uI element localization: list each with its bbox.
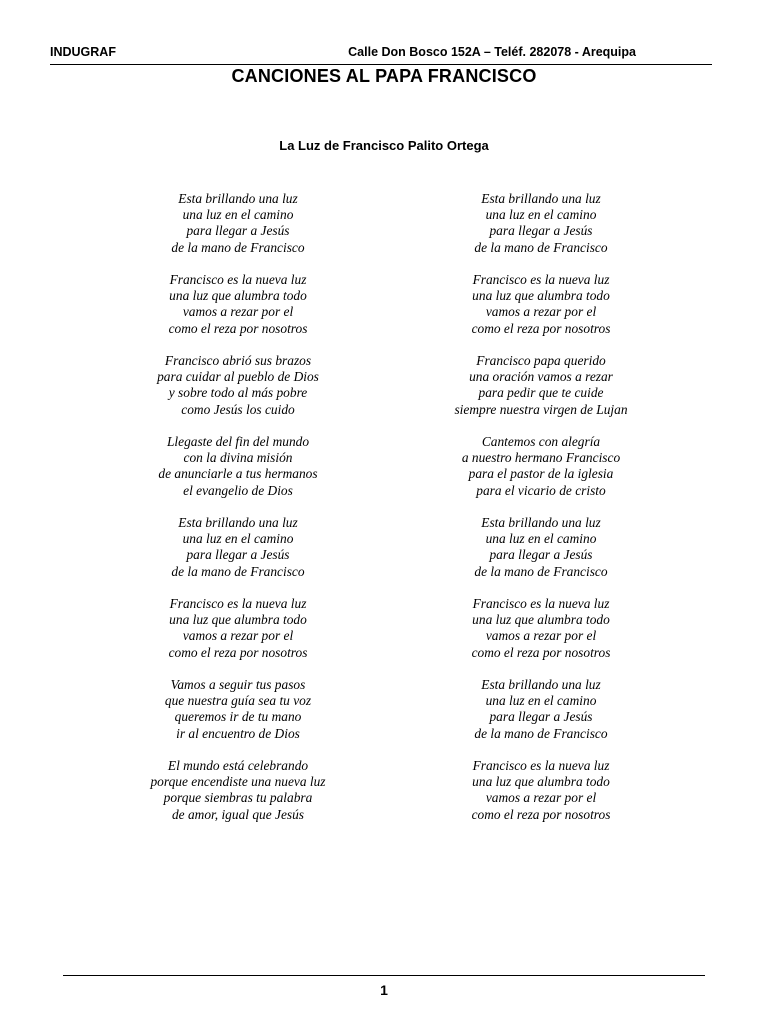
lyric-line: Francisco es la nueva luz xyxy=(472,757,610,773)
lyric-line: y sobre todo al más pobre xyxy=(168,385,308,401)
stanza xyxy=(93,596,383,661)
lyric-line: para el vicario de cristo xyxy=(476,482,606,498)
lyric-line: de la mano de Francisco xyxy=(474,725,608,741)
lyric-line: como el reza por nosotros xyxy=(168,644,308,660)
lyric-line: Llegaste del fin del mundo xyxy=(166,433,310,449)
stanza xyxy=(396,272,686,337)
lyric-line: como el reza por nosotros xyxy=(471,320,611,336)
lyric-line: porque encendiste una nueva luz xyxy=(150,774,326,790)
lyric-line: Cantemos con alegría xyxy=(481,433,601,449)
lyric-line: Francisco es la nueva luz xyxy=(169,595,307,611)
stanza xyxy=(396,434,686,499)
lyric-line: una luz que alumbra todo xyxy=(472,288,610,304)
lyric-line: a nuestro hermano Francisco xyxy=(461,450,621,466)
lyric-line: con la divina misión xyxy=(183,450,293,466)
stanza xyxy=(93,272,383,337)
stanza xyxy=(93,434,383,499)
stanza xyxy=(93,353,383,418)
lyric-line: vamos a rezar por el xyxy=(485,790,597,806)
lyric-line: de la mano de Francisco xyxy=(474,563,608,579)
lyric-line: Esta brillando una luz xyxy=(481,191,601,206)
stanza xyxy=(396,758,686,823)
lyric-line: Esta brillando una luz xyxy=(178,514,298,530)
footer-rule xyxy=(63,975,705,976)
lyric-line: ir al encuentro de Dios xyxy=(176,725,300,741)
lyric-line: una luz que alumbra todo xyxy=(472,774,610,790)
lyric-line: Francisco es la nueva luz xyxy=(169,271,307,287)
lyric-line: para llegar a Jesús xyxy=(489,547,593,563)
lyric-line: una luz que alumbra todo xyxy=(169,288,307,304)
lyric-line: siempre nuestra virgen de Lujan xyxy=(454,401,628,417)
stanza xyxy=(93,758,383,823)
lyric-line: Esta brillando una luz xyxy=(178,191,298,206)
stanza xyxy=(93,677,383,742)
lyric-line: una luz que alumbra todo xyxy=(472,612,610,628)
lyric-line: de anunciarle a tus hermanos xyxy=(158,466,318,482)
lyric-line: para llegar a Jesús xyxy=(186,547,290,563)
lyric-line: para llegar a Jesús xyxy=(489,223,593,239)
stanza xyxy=(396,515,686,580)
lyric-line: Francisco es la nueva luz xyxy=(472,595,610,611)
page-number: 1 xyxy=(380,982,388,998)
lyric-line: como el reza por nosotros xyxy=(471,644,611,660)
stanza xyxy=(396,191,686,256)
lyric-line: que nuestra guía sea tu voz xyxy=(164,693,312,709)
lyrics-column-left xyxy=(93,191,383,839)
stanza xyxy=(396,596,686,661)
lyric-line: el evangelio de Dios xyxy=(183,482,293,498)
lyric-line: de la mano de Francisco xyxy=(474,239,608,255)
lyric-line: de amor, igual que Jesús xyxy=(171,806,305,822)
lyric-line: como el reza por nosotros xyxy=(471,806,611,822)
lyric-line: vamos a rezar por el xyxy=(485,628,597,644)
lyric-line: una luz en el camino xyxy=(485,207,597,223)
stanza xyxy=(396,677,686,742)
lyric-line: Esta brillando una luz xyxy=(481,676,601,692)
lyric-line: una luz en el camino xyxy=(182,207,294,223)
lyric-line: vamos a rezar por el xyxy=(182,628,294,644)
lyric-line: como el reza por nosotros xyxy=(168,320,308,336)
lyric-line: vamos a rezar por el xyxy=(182,304,294,320)
lyric-line: Francisco abrió sus brazos xyxy=(164,352,312,368)
lyric-line: queremos ir de tu mano xyxy=(174,709,302,725)
company-address: Calle Don Bosco 152A – Teléf. 282078 - Arequipa xyxy=(348,45,636,59)
lyric-line: para llegar a Jesús xyxy=(489,709,593,725)
lyric-line: Francisco es la nueva luz xyxy=(472,271,610,287)
lyrics-column-right xyxy=(396,191,686,839)
lyric-line: una luz en el camino xyxy=(485,531,597,547)
stanza xyxy=(93,515,383,580)
lyric-line: para cuidar al pueblo de Dios xyxy=(157,369,319,385)
song-title: La Luz de Francisco Palito Ortega xyxy=(279,138,489,153)
lyric-line: El mundo está celebrando xyxy=(167,757,309,773)
stanza xyxy=(396,353,686,418)
lyric-line: para llegar a Jesús xyxy=(186,223,290,239)
lyric-line: Vamos a seguir tus pasos xyxy=(170,676,306,692)
lyric-line: como Jesús los cuido xyxy=(181,401,295,417)
lyric-line: de la mano de Francisco xyxy=(171,239,305,255)
lyric-line: porque siembras tu palabra xyxy=(163,790,313,806)
stanza xyxy=(93,191,383,256)
lyric-line: una luz en el camino xyxy=(182,531,294,547)
page-header xyxy=(50,42,712,65)
lyric-line: para el pastor de la iglesia xyxy=(468,466,614,482)
lyric-line: de la mano de Francisco xyxy=(171,563,305,579)
lyric-line: Francisco papa querido xyxy=(476,352,606,368)
lyric-line: vamos a rezar por el xyxy=(485,304,597,320)
company-name: INDUGRAF xyxy=(50,45,116,59)
lyric-line: una luz en el camino xyxy=(485,693,597,709)
lyric-line: para pedir que te cuide xyxy=(478,385,604,401)
lyric-line: una luz que alumbra todo xyxy=(169,612,307,628)
lyric-line: Esta brillando una luz xyxy=(481,514,601,530)
document-title: CANCIONES AL PAPA FRANCISCO xyxy=(231,66,537,86)
lyric-line: una oración vamos a rezar xyxy=(469,369,613,385)
